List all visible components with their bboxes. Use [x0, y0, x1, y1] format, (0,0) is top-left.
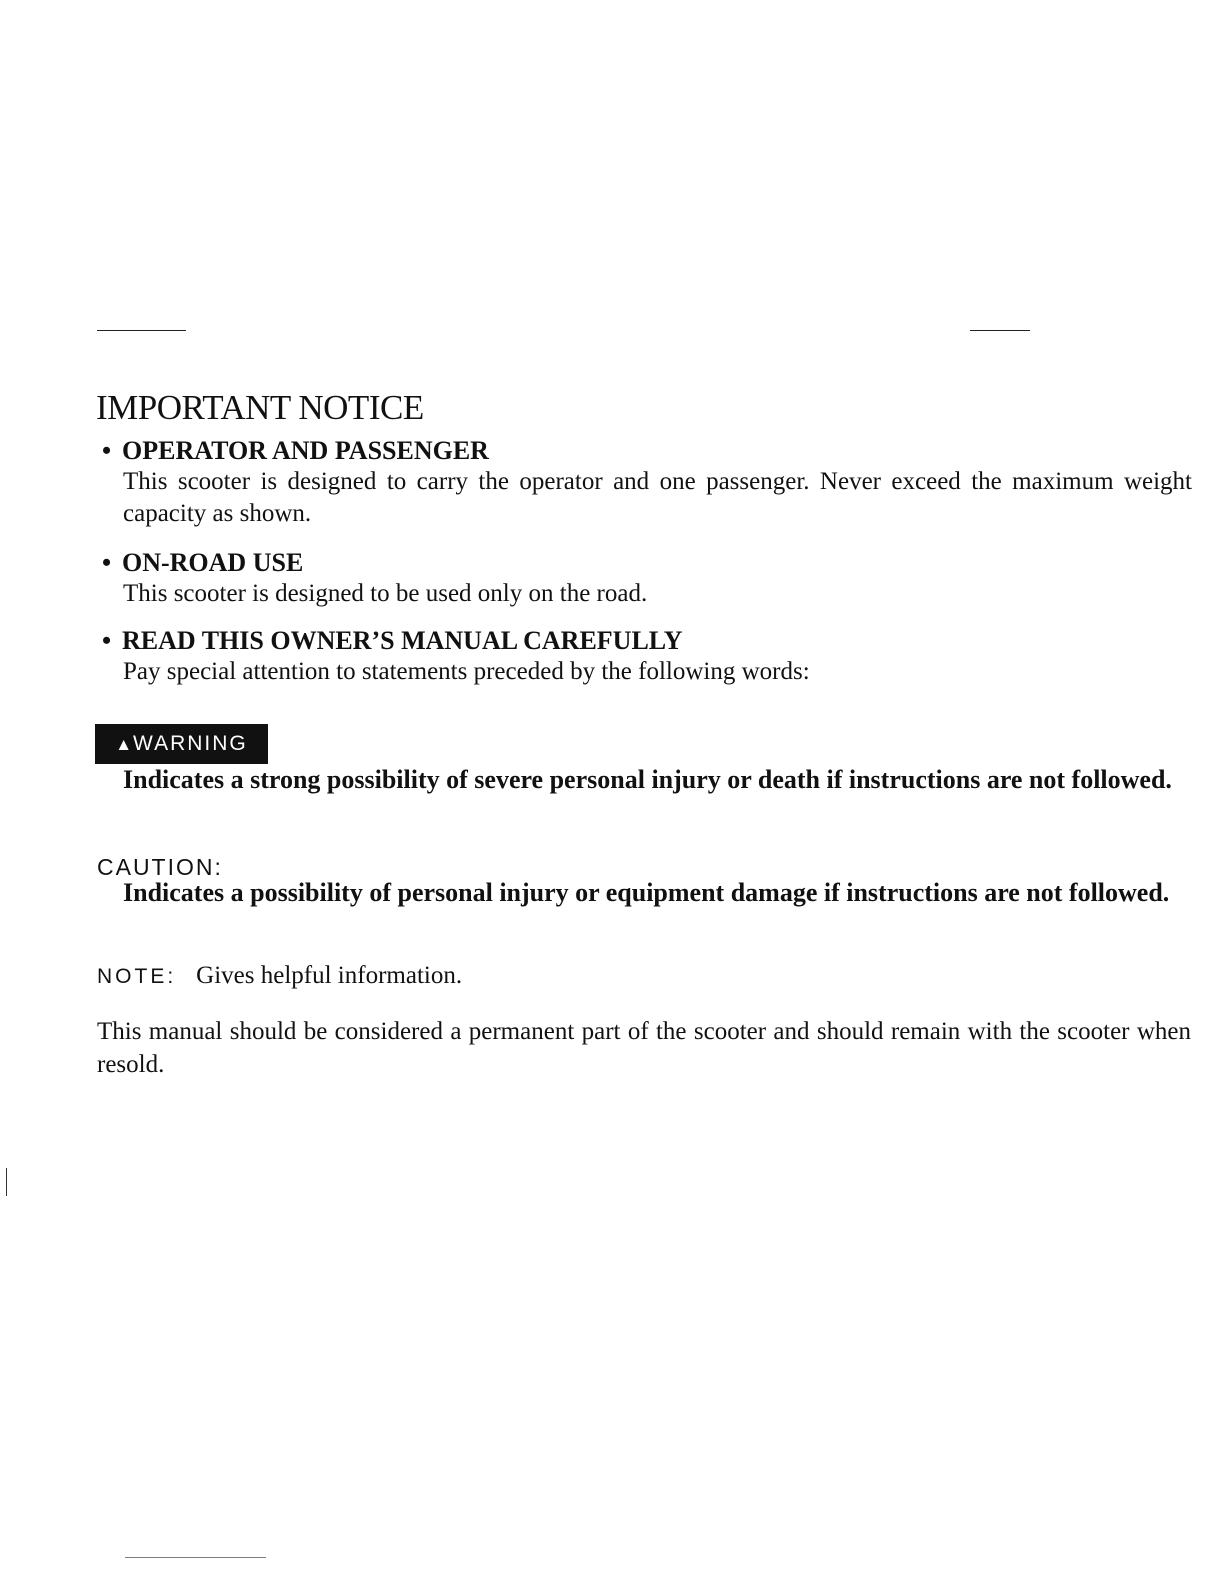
top-left-rule	[97, 330, 186, 331]
section-body: This scooter is designed to carry the operator and one passenger. Never exceed the maximum weight capacity as shown.	[123, 468, 1192, 527]
caution-label: CAUTION:	[97, 854, 223, 880]
section-heading-text: ON-ROAD USE	[122, 548, 304, 577]
page-title: IMPORTANT NOTICE	[96, 388, 424, 427]
section-heading	[102, 626, 1192, 656]
warning-text: Indicates a strong possibility of severe personal injury or death if instructions are not followed.	[123, 765, 1172, 794]
section-heading-text: OPERATOR AND PASSENGER	[122, 436, 489, 465]
warning-badge	[95, 724, 268, 764]
bottom-rule	[125, 1557, 266, 1558]
section-read-manual	[102, 626, 1192, 688]
section-body: Pay special attention to statements preceded by the following words:	[123, 658, 810, 685]
note-text: Gives helpful information.	[196, 962, 463, 989]
warning-triangle-icon: ▲	[115, 735, 133, 754]
note-line	[97, 962, 462, 990]
section-on-road-use	[102, 548, 1192, 610]
margin-mark	[6, 1168, 7, 1196]
bullet-icon: •	[102, 436, 112, 465]
section-heading-text: READ THIS OWNER’S MANUAL CAREFULLY	[122, 626, 683, 655]
note-label: NOTE:	[97, 965, 177, 988]
section-body: This scooter is designed to be used only on the road.	[123, 580, 648, 607]
caution-text: Indicates a possibility of personal injury or equipment damage if instructions are not followed.	[123, 878, 1170, 907]
bullet-icon: •	[102, 626, 112, 655]
section-heading	[102, 548, 1192, 578]
top-right-rule	[970, 330, 1030, 331]
warning-label: WARNING	[133, 732, 248, 755]
section-operator-and-passenger	[102, 436, 1192, 530]
closing-paragraph: This manual should be considered a permanent part of the scooter and should remain with the scooter when resold.	[97, 1018, 1191, 1078]
section-heading	[102, 436, 1192, 466]
bullet-icon: •	[102, 548, 112, 577]
